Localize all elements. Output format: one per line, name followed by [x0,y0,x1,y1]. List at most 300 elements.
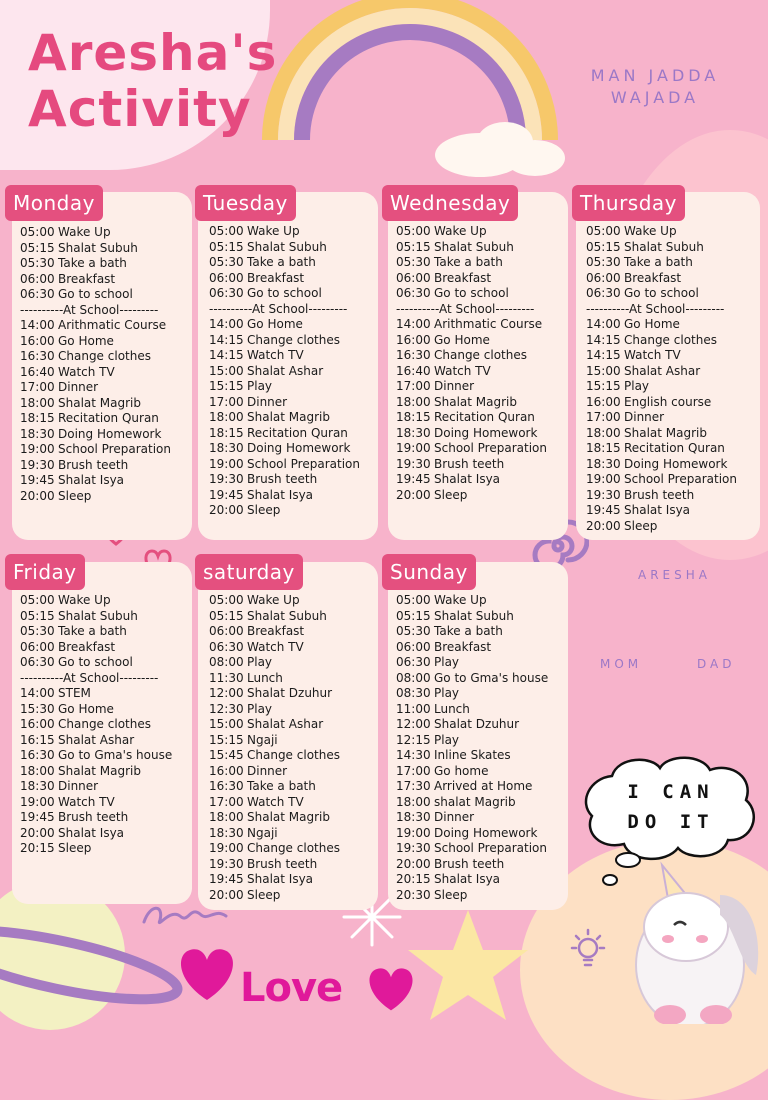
schedule-activity: Brush teeth [624,487,695,502]
schedule-time: 18:00 [209,410,244,424]
schedule-activity: Take a bath [247,255,316,269]
saturday-schedule [209,593,340,903]
schedule-time: 06:00 [396,270,431,285]
schedule-item [396,640,548,656]
schedule-item [209,286,360,302]
schedule-time: 18:15 [586,441,621,455]
schedule-activity: Go Home [58,701,114,716]
schedule-item [209,593,340,609]
schedule-item [396,255,547,271]
schedule-item [209,255,360,271]
schedule-item [20,733,172,749]
schedule-item [586,286,737,302]
schedule-item [20,334,171,350]
schedule-activity: Doing Homework [434,425,538,440]
schedule-time: 18:30 [209,825,244,840]
schedule-item [396,764,548,780]
schedule-item [396,302,547,318]
thought-bubble-icon [582,756,760,864]
schedule-time: 19:30 [586,487,621,502]
schedule-activity: Shalat Magrib [247,810,330,824]
dad-label: DAD [697,657,736,671]
schedule-item [396,410,547,426]
schedule-time: 19:00 [20,442,55,456]
schedule-activity: Play [434,686,460,700]
schedule-activity: Go to school [624,286,699,300]
schedule-time: 14:30 [396,748,431,762]
schedule-time: 19:30 [209,856,244,871]
schedule-activity: Shalat Subuh [624,239,704,254]
schedule-time: 20:00 [209,503,244,517]
schedule-item [396,364,547,380]
schedule-time: 06:30 [20,655,55,669]
schedule-item [396,872,548,888]
schedule-item [396,686,548,702]
schedule-time: 12:00 [209,686,244,700]
schedule-item [396,240,547,256]
schedule-item [396,609,548,625]
schedule-activity: Take a bath [58,624,127,638]
schedule-item [20,380,171,396]
schedule-item [20,702,172,718]
schedule-activity: Breakfast [624,270,682,285]
schedule-item [209,826,340,842]
schedule-time: 17:00 [209,794,244,809]
schedule-activity: Brush teeth [58,457,129,472]
schedule-item [20,241,171,257]
schedule-activity: Shalat Ashar [624,363,701,378]
schedule-item [209,333,360,349]
schedule-time: 16:00 [20,717,55,731]
schedule-time: 19:00 [586,472,621,486]
schedule-time: 12:00 [396,717,431,731]
schedule-activity: Change clothes [58,349,151,363]
page-title-line1: Aresha's [28,24,278,82]
schedule-time: 05:15 [396,608,431,623]
schedule-activity: Shalat Subuh [434,239,514,254]
schedule-activity: Doing Homework [434,825,538,840]
schedule-time: 20:00 [396,856,431,871]
schedule-time: 18:00 [396,794,431,809]
schedule-item [20,748,172,764]
schedule-activity: Sleep [434,487,468,502]
schedule-time: 17:00 [396,379,431,393]
schedule-time: 05:00 [396,593,431,607]
schedule-item [209,702,340,718]
schedule-activity: Watch TV [247,639,304,654]
schedule-activity: Shalat Isya [58,473,125,487]
schedule-activity: Dinner [58,380,99,394]
schedule-activity: ----------At School--------- [586,301,725,316]
schedule-activity: Shalat Isya [434,872,501,886]
schedule-time: 19:45 [396,472,431,486]
schedule-item [586,364,737,380]
sunday-schedule [396,593,548,903]
schedule-time: 05:00 [209,593,244,607]
schedule-time: 20:30 [396,887,431,902]
schedule-time: 18:15 [209,425,244,440]
schedule-item [396,348,547,364]
schedule-time: 17:00 [209,394,244,409]
schedule-item [20,795,172,811]
schedule-item [20,593,172,609]
schedule-activity: Doing Homework [247,441,351,455]
schedule-item [20,458,171,474]
schedule-time: 20:15 [20,841,55,855]
schedule-item [209,810,340,826]
schedule-time: 06:00 [586,270,621,285]
schedule-item [396,271,547,287]
schedule-time: 06:30 [209,639,244,654]
schedule-time: 15:00 [209,363,244,378]
monday-schedule [20,225,171,504]
schedule-activity: Breakfast [247,270,305,285]
schedule-activity: School Preparation [434,841,547,855]
schedule-item [586,488,737,504]
schedule-time: 12:15 [396,732,431,747]
schedule-item [209,779,340,795]
motto-line1: MAN JADDA [590,66,720,85]
schedule-time: 05:00 [209,224,244,238]
schedule-activity: Shalat Isya [434,472,501,486]
schedule-time: 06:00 [20,639,55,654]
schedule-activity: Shalat Magrib [434,394,517,409]
schedule-item [209,503,360,519]
schedule-activity: Sleep [247,887,281,902]
schedule-item [20,303,171,319]
schedule-activity: Change clothes [58,717,151,731]
schedule-time: 19:00 [396,825,431,840]
wednesday-schedule [396,224,547,503]
schedule-item [20,427,171,443]
schedule-activity: Change clothes [624,332,717,347]
schedule-time: 18:30 [396,425,431,440]
schedule-activity: Play [247,379,273,393]
schedule-activity: Sleep [434,887,468,902]
name-label: ARESHA [638,568,711,582]
schedule-activity: Dinner [624,410,665,424]
schedule-time: 19:45 [20,473,55,487]
schedule-item [396,826,548,842]
schedule-activity: ----------At School--------- [20,302,159,317]
schedule-activity: Lunch [434,701,470,716]
schedule-activity: Take a bath [624,255,693,269]
schedule-activity: Breakfast [434,270,492,285]
schedule-time: 16:30 [20,349,55,363]
schedule-item [396,857,548,873]
schedule-item [209,733,340,749]
schedule-time: 15:15 [586,379,621,393]
schedule-activity: Watch TV [247,794,304,809]
schedule-time: 12:30 [209,701,244,716]
schedule-item [586,240,737,256]
schedule-time: 20:00 [586,518,621,533]
schedule-time: 06:30 [396,286,431,300]
schedule-item [209,795,340,811]
schedule-item [209,717,340,733]
schedule-time: 17:00 [586,410,621,424]
schedule-time: 05:15 [20,240,55,255]
schedule-activity: Go Home [247,317,303,331]
schedule-item [209,302,360,318]
schedule-activity: Shalat Dzuhur [434,717,520,731]
schedule-item [396,733,548,749]
schedule-activity: Wake Up [58,593,111,607]
schedule-item [209,624,340,640]
tuesday-schedule [209,224,360,519]
schedule-item [396,395,547,411]
schedule-activity: Shalat Subuh [247,608,327,623]
schedule-activity: Go to school [434,286,509,300]
schedule-item [20,411,171,427]
schedule-item [20,225,171,241]
schedule-item [396,286,547,302]
schedule-item [20,686,172,702]
schedule-time: 05:00 [20,593,55,607]
lightbulb-icon [566,926,610,976]
day-tab-tuesday: Tuesday [195,185,296,221]
schedule-activity: Shalat Subuh [434,608,514,623]
schedule-item [20,272,171,288]
day-tab-saturday: saturday [195,554,303,590]
schedule-time: 18:15 [396,410,431,424]
schedule-item [396,702,548,718]
schedule-activity: English course [624,394,712,409]
schedule-activity: School Preparation [58,442,171,456]
schedule-item [209,857,340,873]
schedule-item [20,671,172,687]
schedule-item [20,609,172,625]
schedule-activity: Doing Homework [624,456,728,471]
schedule-time: 19:45 [20,810,55,824]
schedule-time: 06:00 [209,270,244,285]
schedule-item [396,333,547,349]
schedule-activity: Go Home [434,332,490,347]
schedule-time: 14:15 [586,332,621,347]
schedule-time: 18:00 [20,395,55,410]
schedule-time: 18:15 [20,411,55,425]
schedule-activity: Wake Up [624,224,677,238]
schedule-item [20,640,172,656]
schedule-activity: Shalat Magrib [624,425,707,440]
schedule-item [396,795,548,811]
scribble-heart-icon-2 [362,962,420,1014]
schedule-time: 15:00 [209,717,244,731]
schedule-time: 17:30 [396,779,431,793]
schedule-item [20,349,171,365]
day-tab-sunday: Sunday [382,554,476,590]
schedule-activity: Shalat Isya [624,503,691,517]
schedule-item [586,379,737,395]
schedule-item [396,779,548,795]
schedule-time: 08:00 [209,655,244,669]
schedule-item [209,426,360,442]
schedule-activity: ----------At School--------- [396,301,535,316]
schedule-time: 05:30 [20,624,55,638]
schedule-activity: Arithmatic Course [58,318,167,332]
schedule-activity: Shalat Ashar [247,717,324,731]
rainbow-icon [250,0,570,190]
schedule-item [396,457,547,473]
schedule-activity: Change clothes [247,748,340,762]
schedule-activity: Wake Up [247,593,300,607]
schedule-time: 16:30 [209,779,244,793]
schedule-activity: Go Home [624,317,680,331]
schedule-time: 19:00 [396,441,431,455]
page-title-line2: Activity [28,80,252,138]
schedule-activity: Shalat Magrib [58,395,141,410]
schedule-item [396,841,548,857]
schedule-activity: Brush teeth [247,856,318,871]
mom-label: MOM [600,657,643,671]
schedule-activity: Shalat Isya [58,825,125,840]
schedule-activity: Recitation Quran [434,410,535,424]
schedule-item [209,748,340,764]
schedule-item [209,240,360,256]
schedule-time: 16:00 [20,333,55,348]
schedule-time: 05:30 [586,255,621,269]
schedule-item [209,364,360,380]
schedule-activity: Watch TV [58,364,115,379]
schedule-item [396,472,547,488]
schedule-activity: Go to school [58,655,133,669]
schedule-item [20,624,172,640]
schedule-activity: School Preparation [434,441,547,455]
schedule-time: 18:00 [586,425,621,440]
schedule-time: 19:45 [209,872,244,886]
schedule-time: 20:00 [396,487,431,502]
schedule-activity: Watch TV [58,794,115,809]
schedule-time: 14:00 [20,686,55,700]
schedule-activity: Play [624,379,650,393]
schedule-activity: Dinner [434,810,475,824]
schedule-time: 16:30 [20,748,55,762]
schedule-activity: Play [247,701,273,716]
schedule-item [586,333,737,349]
schedule-time: 19:00 [209,456,244,471]
schedule-time: 19:00 [20,794,55,809]
schedule-item [396,593,548,609]
day-tab-monday: Monday [5,185,103,221]
schedule-activity: Breakfast [58,639,116,654]
schedule-item [209,872,340,888]
schedule-time: 18:00 [396,394,431,409]
schedule-time: 16:00 [209,763,244,778]
schedule-activity: Dinner [247,763,288,778]
schedule-activity: Take a bath [434,255,503,269]
schedule-item [586,457,737,473]
schedule-activity: Go to school [247,286,322,300]
schedule-item [396,441,547,457]
schedule-item [20,717,172,733]
schedule-activity: Doing Homework [58,426,162,441]
motto-line2: WAJADA [610,88,700,107]
schedule-activity: Brush teeth [434,856,505,871]
schedule-activity: Play [247,655,273,669]
schedule-item [396,488,547,504]
schedule-time: 18:30 [20,426,55,441]
schedule-item [20,365,171,381]
schedule-item [396,888,548,904]
schedule-item [20,779,172,795]
schedule-activity: Watch TV [247,348,304,362]
schedule-item [586,224,737,240]
schedule-time: 19:45 [586,503,621,517]
schedule-item [586,348,737,364]
schedule-item [586,426,737,442]
friday-schedule [20,593,172,857]
schedule-time: 18:00 [209,810,244,824]
schedule-item [209,655,340,671]
schedule-item [586,441,737,457]
schedule-activity: Shalat Ashar [58,732,135,747]
schedule-time: 14:15 [209,332,244,347]
schedule-activity: Wake Up [247,224,300,238]
schedule-activity: Shalat Ashar [247,363,324,378]
schedule-activity: Change clothes [434,348,527,362]
schedule-activity: Wake Up [434,593,487,607]
schedule-activity: Change clothes [247,841,340,855]
schedule-time: 06:00 [396,639,431,654]
schedule-activity: Breakfast [434,639,492,654]
schedule-activity: STEM [58,686,91,700]
schedule-activity: Play [434,732,460,747]
schedule-activity: Breakfast [247,624,305,638]
schedule-item [209,888,340,904]
schedule-activity: Wake Up [434,224,487,238]
schedule-time: 19:30 [396,841,431,855]
schedule-activity: Arithmatic Course [434,317,543,331]
schedule-activity: Shalat Subuh [58,608,138,623]
schedule-time: 05:15 [20,608,55,623]
schedule-item [209,317,360,333]
schedule-time: 06:30 [209,286,244,300]
schedule-time: 14:15 [586,348,621,362]
schedule-activity: Ngaji [247,732,278,747]
schedule-time: 14:00 [586,317,621,331]
scribble-heart-icon [172,942,242,1004]
schedule-activity: Shalat Subuh [247,239,327,254]
schedule-activity: Shalat Isya [247,487,314,502]
schedule-activity: Take a bath [434,624,503,638]
schedule-item [20,810,172,826]
schedule-time: 05:30 [20,256,55,270]
schedule-activity: ----------At School--------- [209,301,348,316]
schedule-item [209,488,360,504]
schedule-activity: Brush teeth [247,472,318,486]
schedule-time: 15:30 [20,701,55,716]
schedule-item [209,841,340,857]
schedule-time: 20:00 [209,887,244,902]
schedule-time: 16:15 [20,732,55,747]
schedule-time: 05:30 [396,624,431,638]
schedule-activity: Breakfast [58,271,116,286]
schedule-time: 16:00 [396,332,431,347]
bubble-text-line1: I CAN [627,781,715,803]
schedule-activity: School Preparation [247,456,360,471]
schedule-item [20,764,172,780]
schedule-time: 14:15 [209,348,244,362]
schedule-time: 14:00 [20,318,55,332]
schedule-item [20,287,171,303]
schedule-activity: Inline Skates [434,748,511,762]
schedule-activity: Lunch [247,670,283,685]
schedule-time: 06:00 [20,271,55,286]
schedule-time: 18:00 [20,763,55,778]
schedule-time: 16:00 [586,394,621,409]
schedule-item [20,826,172,842]
schedule-item [396,379,547,395]
